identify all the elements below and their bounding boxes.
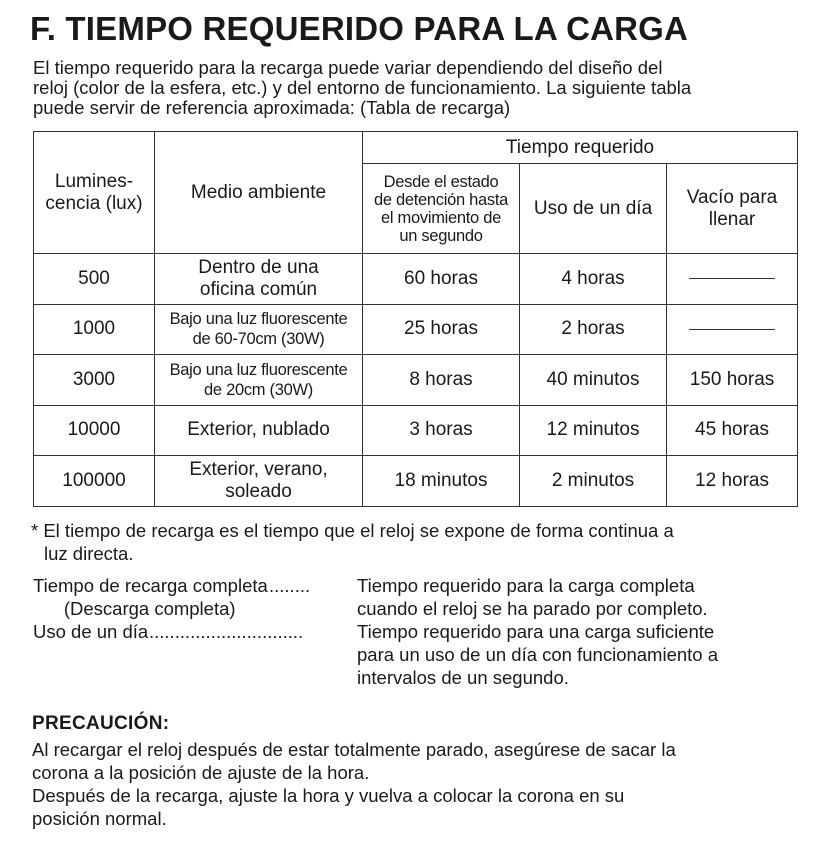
table-row (34, 304, 798, 355)
definition-description: para un uso de un día con funcionamiento a (357, 644, 719, 665)
cell-full: 150 horas (667, 355, 798, 406)
cell-from-stop: 3 horas (363, 405, 520, 456)
cell-environment (155, 456, 363, 507)
cell-environment (155, 254, 363, 305)
cell-full: 45 horas (667, 405, 798, 456)
cell-environment-line: oficina común (199, 278, 318, 300)
cell-lux: 10000 (34, 405, 155, 456)
cell-one-day: 2 minutos (520, 456, 667, 507)
cell-from-stop: 60 horas (363, 254, 520, 305)
header-luminance (34, 132, 155, 254)
cell-environment (155, 405, 363, 456)
header-luminance-line: cencia (lux) (45, 192, 143, 214)
definition-term: Tiempo de recarga completa (33, 575, 268, 596)
caution-line: Al recargar el reloj después de estar totalmente parado, asegúrese de sacar la (32, 739, 676, 760)
definition-description: Tiempo requerido para la carga completa (357, 575, 695, 596)
section-title: F. TIEMPO REQUERIDO PARA LA CARGA (30, 10, 689, 47)
dash-line (689, 329, 775, 330)
caution-line: corona a la posición de ajuste de la hora. (32, 762, 370, 783)
cell-environment-line: de 60-70cm (30W) (192, 330, 325, 349)
cell-from-stop: 8 horas (363, 355, 520, 406)
definition-leader: ........ (269, 575, 311, 596)
header-time-required: Tiempo requerido (363, 132, 798, 164)
header-from-stop-line: el movimiento de (381, 208, 501, 227)
dash-line (689, 278, 775, 279)
header-full (667, 164, 798, 254)
cell-one-day: 4 horas (520, 254, 667, 305)
header-full-line: Vacío para (686, 186, 778, 208)
header-one-day: Uso de un día (520, 164, 667, 254)
caution-text (32, 738, 676, 830)
cell-lux: 3000 (34, 355, 155, 406)
footnote (31, 519, 674, 565)
cell-full (667, 254, 798, 305)
intro-line: El tiempo requerido para la recarga puede variar dependiendo del diseño del (33, 57, 663, 78)
caution-line: Después de la recarga, ajuste la hora y vuelva a colocar la corona en su (32, 785, 625, 806)
definition-term: Uso de un día (33, 621, 149, 642)
header-from-stop-line: Desde el estado (383, 172, 499, 191)
cell-environment (155, 355, 363, 406)
definition-description: cuando el reloj se ha parado por completo. (357, 598, 708, 619)
cell-environment-line: Bajo una luz fluorescente (169, 310, 348, 329)
cell-one-day: 12 minutos (520, 405, 667, 456)
table-row (34, 355, 798, 406)
cell-full (667, 304, 798, 355)
cell-from-stop: 25 horas (363, 304, 520, 355)
cell-from-stop: 18 minutos (363, 456, 520, 507)
header-luminance-line: Lumines- (54, 170, 134, 192)
table-row (34, 456, 798, 507)
header-from-stop-line: de detención hasta (373, 190, 509, 209)
cell-lux: 100000 (34, 456, 155, 507)
cell-one-day: 2 horas (520, 304, 667, 355)
cell-environment-line: Exterior, nublado (187, 419, 330, 441)
table-row (34, 405, 798, 456)
header-from-stop (363, 164, 520, 254)
cell-environment (155, 304, 363, 355)
header-from-stop-line: un segundo (399, 226, 483, 245)
table-row (34, 254, 798, 305)
cell-environment-line: Bajo una luz fluorescente (169, 360, 348, 379)
cell-lux: 500 (34, 254, 155, 305)
intro-line: puede servir de referencia aproximada: (Tabla de recarga) (33, 97, 511, 118)
definition-term: (Descarga completa) (33, 598, 236, 619)
footnote-line: luz directa. (44, 543, 134, 564)
recharge-table (33, 131, 798, 507)
definition-leader: .............................. (149, 621, 304, 642)
table-body (34, 254, 798, 507)
footnote-line: * El tiempo de recarga es el tiempo que el reloj se expone de forma continua a (31, 520, 674, 541)
intro-line: reloj (color de la esfera, etc.) y del entorno de funcionamiento. La siguiente tabla (33, 77, 692, 98)
cell-full: 12 horas (667, 456, 798, 507)
cell-environment-line: de 20cm (30W) (204, 380, 313, 399)
definition-description: Tiempo requerido para una carga suficiente (357, 621, 715, 642)
cell-environment-line: Exterior, verano, (189, 458, 328, 480)
header-full-line: llenar (708, 208, 756, 230)
definition-description: intervalos de un segundo. (357, 667, 569, 688)
caution-title: PRECAUCIÓN: (32, 713, 170, 734)
header-environment: Medio ambiente (155, 132, 363, 254)
cell-environment-line: soleado (225, 480, 292, 502)
caution-line: posición normal. (32, 808, 167, 829)
intro-paragraph (33, 58, 813, 118)
cell-lux: 1000 (34, 304, 155, 355)
cell-one-day: 40 minutos (520, 355, 667, 406)
cell-environment-line: Dentro de una (198, 256, 319, 278)
